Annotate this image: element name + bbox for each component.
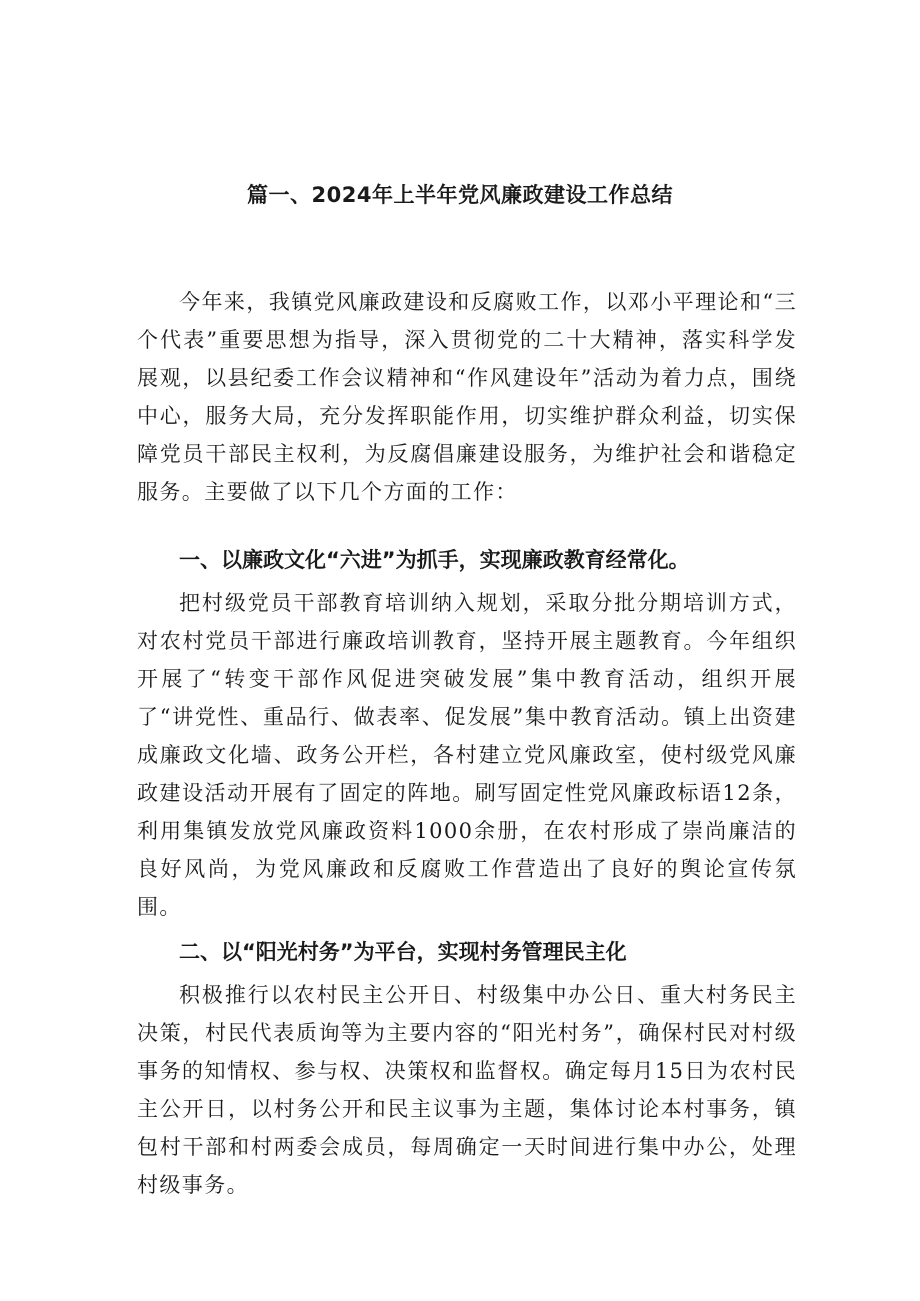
section-heading-2: 二、以“阳光村务”为平台，实现村务管理民主化 [179,940,627,964]
paragraph-section-1: 把村级党员干部教育培训纳入规划，采取分批分期培训方式，对农村党员干部进行廉政培训教育，坚持开展主题教育。今年组织开展了“转变干部作风促进突破发展”集中教育活动，组织开展了“讲党性、重品行、做表率、促发展”集中教育活动。镇上出资建成廉政文化墙、政务公开栏，各村建立党风廉政室，使村级党风廉政建设活动开展有了固定的阵地。刷写固定性党风廉政标语12条，利用集镇发放党风廉政资料1000余册，在农村形成了崇尚廉洁的良好风尚，为党风廉政和反腐败工作营造出了良好的舆论宣传氛围。 [137,591,797,919]
section-heading-1: 一、以廉政文化“六进”为抓手，实现廉政教育经常化。 [179,548,690,572]
paragraph-section-2: 积极推行以农村民主公开日、村级集中办公日、重大村务民主决策，村民代表质询等为主要内容的“阳光村务”，确保村民对村级事务的知情权、参与权、决策权和监督权。确定每月15日为农村民主公开日，以村务公开和民主议事为主题，集体讨论本村事务，镇包村干部和村两委会成员，每周确定一天时间进行集中办公，处理村级事务。 [137,983,797,1197]
paragraph-intro: 今年来，我镇党风廉政建设和反腐败工作，以邓小平理论和“三个代表”重要思想为指导，深入贯彻党的二十大精神，落实科学发展观，以县纪委工作会议精神和“作风建设年”活动为着力点，围绕中心，服务大局，充分发挥职能作用，切实维护群众利益，切实保障党员干部民主权利，为反腐倡廉建设服务，为维护社会和谐稳定服务。主要做了以下几个方面的工作： [137,290,797,504]
document-title: 篇一、2024年上半年党风廉政建设工作总结 [247,183,673,207]
